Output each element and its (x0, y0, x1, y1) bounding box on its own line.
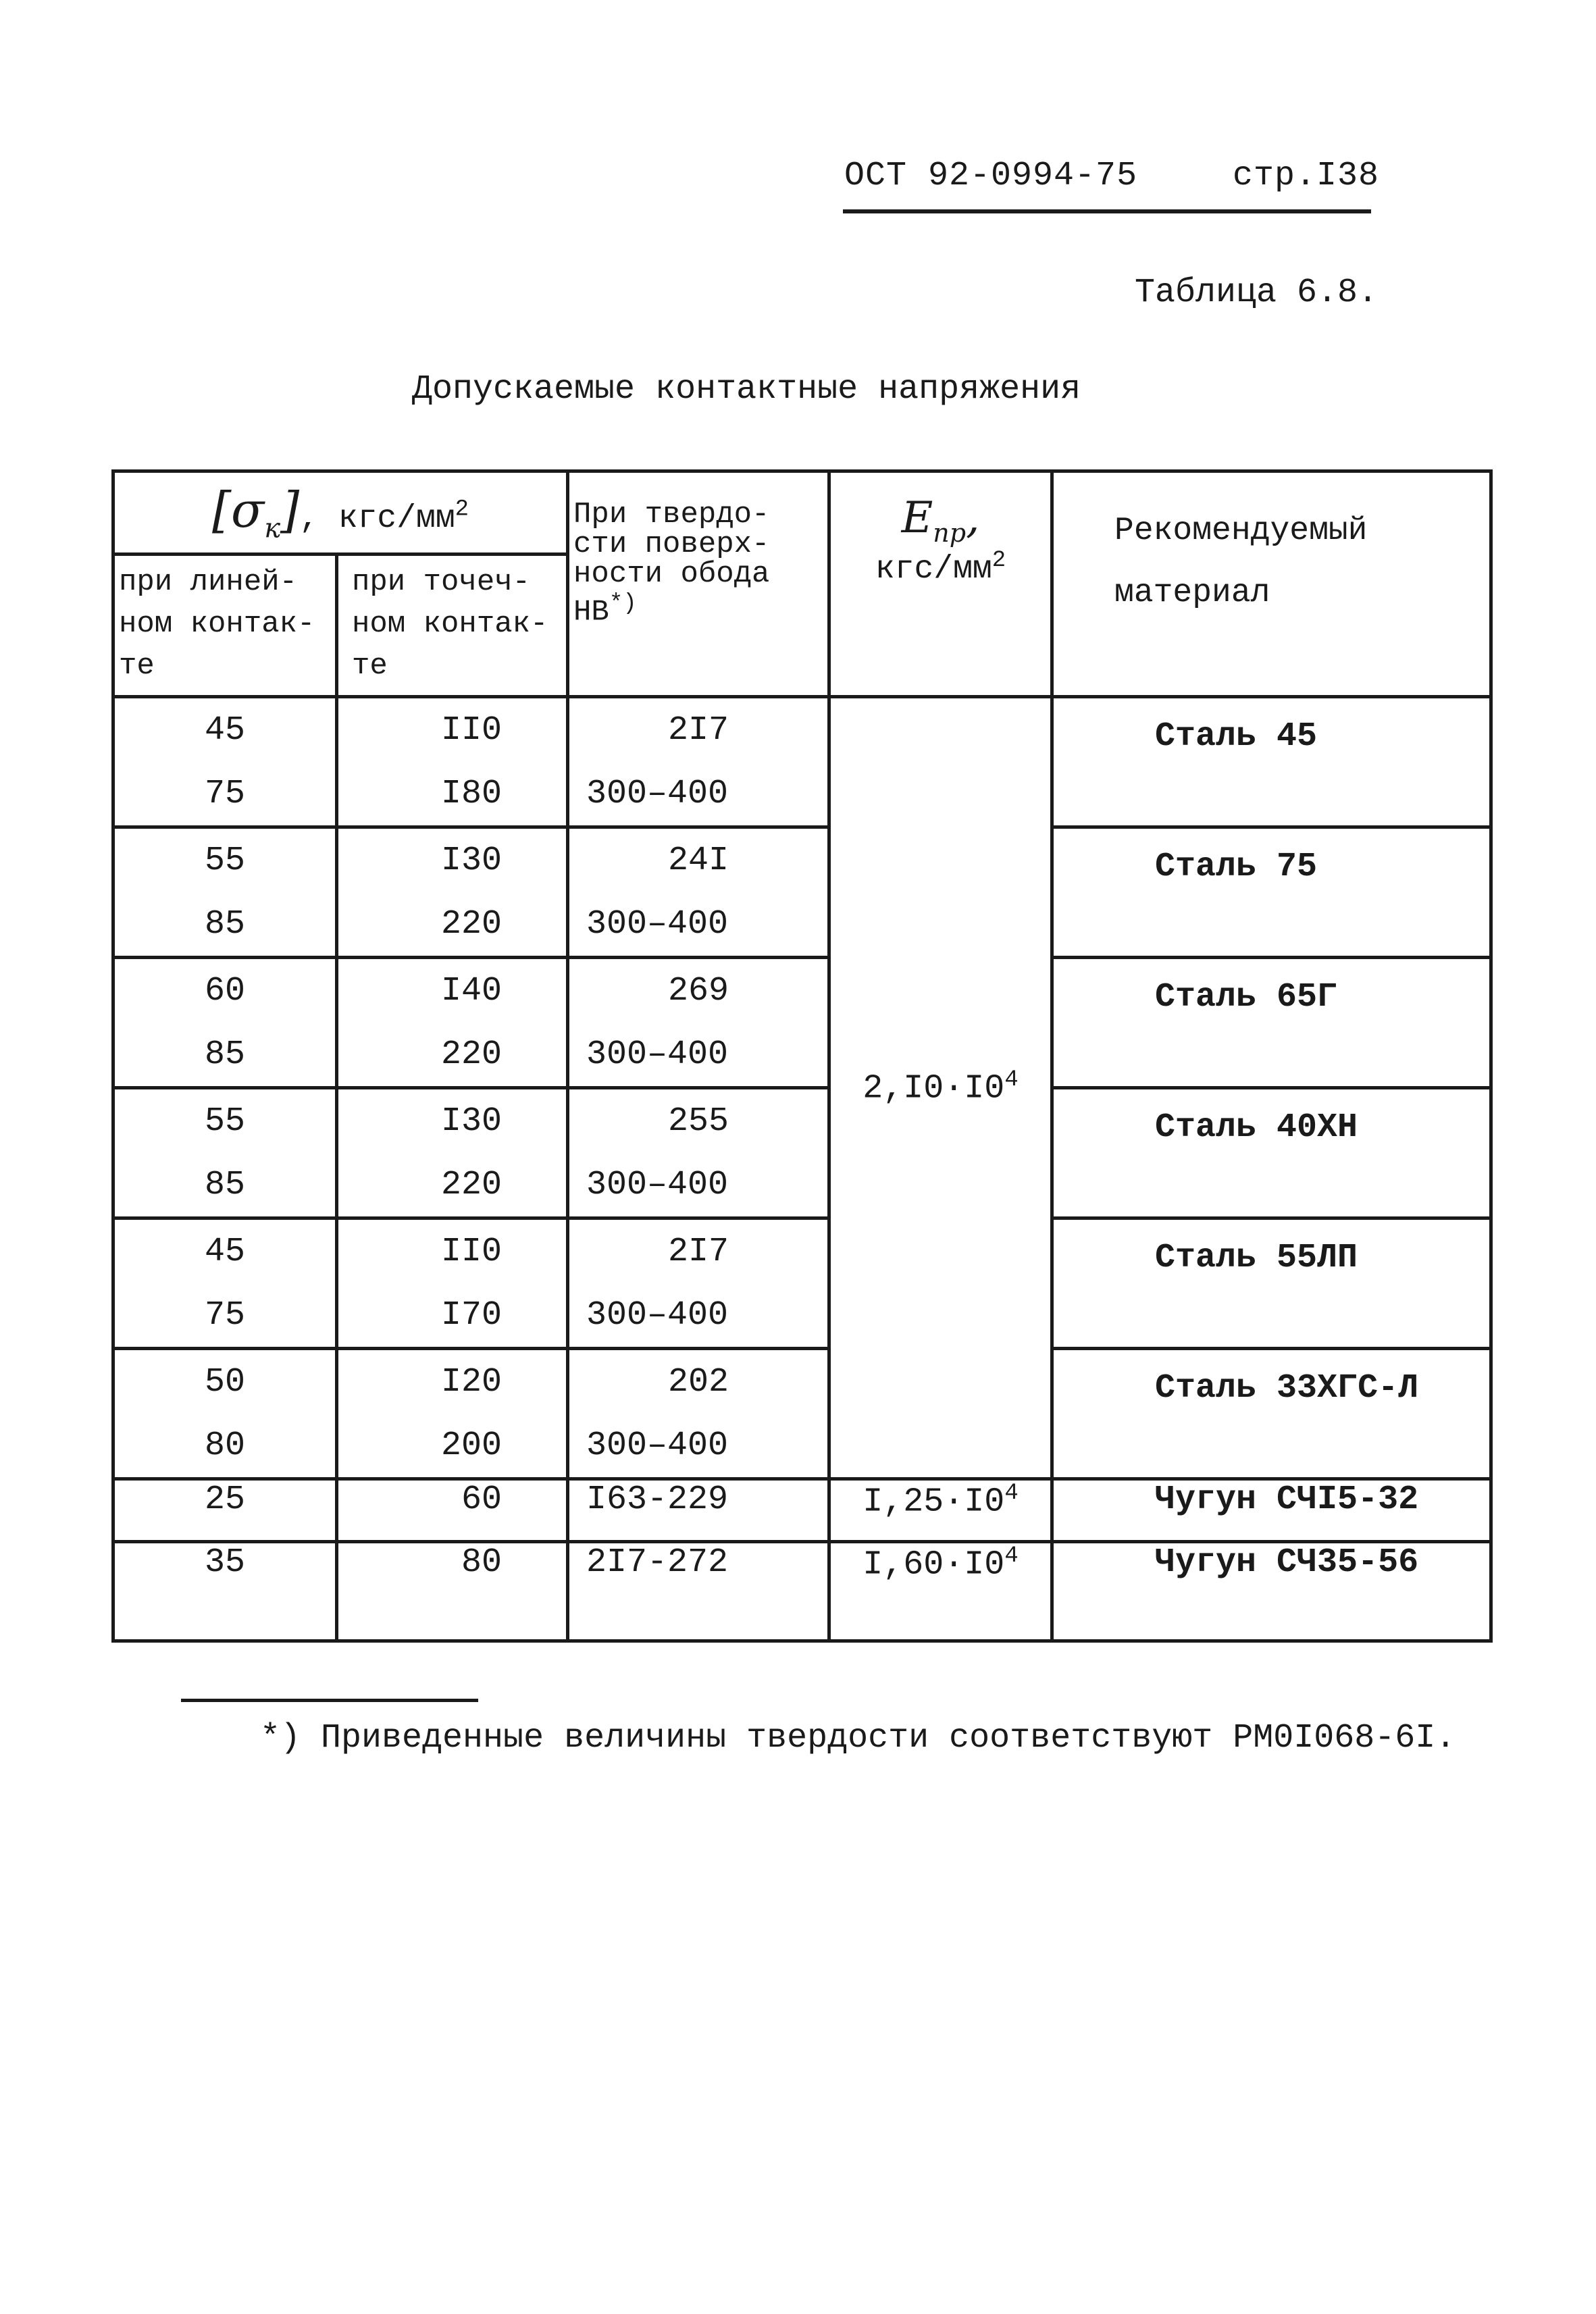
material-name: Сталь 55ЛП (1155, 1239, 1358, 1277)
material-name: Чугун СЧI5-32 (1155, 1481, 1419, 1519)
linear-value: 45 (204, 711, 245, 750)
linear-value: 25 (204, 1481, 245, 1519)
linear-value: 50 (204, 1362, 245, 1402)
hardness-value: 300–400 (586, 1035, 729, 1074)
steel-modulus-exp: 4 (1004, 1067, 1019, 1094)
contact-stress-table (111, 469, 1493, 1643)
point-value: I70 (441, 1295, 503, 1335)
material-name: Сталь 40ХН (1155, 1108, 1358, 1147)
material-name: Сталь 75 (1155, 848, 1318, 886)
hardness-header-text: При твердо- сти поверх- ности обода НВ (573, 498, 770, 629)
table-row (113, 1479, 1491, 1542)
table-row (113, 1218, 1491, 1349)
point-value: 80 (461, 1543, 503, 1582)
point-value: 220 (441, 1035, 503, 1074)
point-contact-header: при точеч- ном контак- те (337, 555, 568, 697)
linear-value: 80 (204, 1426, 245, 1465)
point-value: I20 (441, 1362, 503, 1402)
hardness-value: 300–400 (586, 1165, 729, 1204)
modulus-header (829, 471, 1052, 697)
hardness-header (568, 471, 829, 697)
linear-value: 85 (204, 904, 245, 944)
hardness-value: 2I7 (668, 1232, 729, 1271)
modulus-unit-exp: 2 (992, 547, 1006, 573)
sigma-k-symbol: $[\sigma_к]$ (211, 481, 300, 544)
table-row (113, 827, 1491, 958)
table-row (113, 1542, 1491, 1641)
material-name: Сталь 45 (1155, 717, 1318, 756)
linear-value: 55 (204, 841, 245, 880)
hardness-value: 202 (668, 1362, 729, 1402)
hardness-value: 300–400 (586, 904, 729, 944)
header-underline (843, 209, 1371, 213)
modulus-symbol: $E_{пр}$, (901, 493, 980, 548)
hardness-value: I63-229 (586, 1481, 729, 1519)
material-name: Чугун СЧ35-56 (1155, 1543, 1419, 1582)
linear-value: 85 (204, 1165, 245, 1204)
steel-modulus: 2,I0·I0 (863, 1069, 1005, 1108)
point-value: 60 (461, 1481, 503, 1519)
table-row (113, 1088, 1491, 1218)
modulus-unit: кгс/мм (875, 550, 992, 588)
linear-value: 75 (204, 1295, 245, 1335)
hardness-footnote-mark: *) (609, 591, 637, 617)
material-header (1052, 471, 1491, 697)
sigma-unit: , кгс/мм (299, 500, 455, 537)
point-value: II0 (441, 711, 503, 750)
hardness-value: 300–400 (586, 1426, 729, 1465)
linear-contact-header: при линей- ном контак- те (113, 555, 337, 697)
material-name: Сталь 65Г (1155, 978, 1338, 1017)
sigma-unit-exp: 2 (455, 496, 469, 523)
hardness-value: 300–400 (586, 1295, 729, 1335)
table-row (113, 1349, 1491, 1479)
table-label: Таблица 6.8. (1135, 274, 1379, 312)
point-value: 220 (441, 1165, 503, 1204)
linear-value: 45 (204, 1232, 245, 1271)
point-value: I30 (441, 841, 503, 880)
linear-value: 75 (204, 774, 245, 813)
linear-value: 35 (204, 1543, 245, 1582)
hardness-value: 269 (668, 971, 729, 1010)
table-row (113, 958, 1491, 1088)
table-row (113, 697, 1491, 827)
modulus-value: I,60·I0 (863, 1545, 1005, 1585)
point-value: II0 (441, 1232, 503, 1271)
page-number: стр.I38 (1233, 157, 1380, 195)
modulus-value-exp: 4 (1004, 1481, 1019, 1506)
sigma-header (113, 471, 568, 555)
hardness-value: 2I7-272 (586, 1543, 729, 1582)
document-code: ОСТ 92-0994-75 (844, 157, 1138, 195)
material-name: Сталь 33ХГС-Л (1155, 1369, 1419, 1408)
point-value: 200 (441, 1426, 503, 1465)
hardness-value: 2I7 (668, 711, 729, 750)
material-header-text: Рекомендуемый материал (1114, 513, 1368, 611)
hardness-value: 24I (668, 841, 729, 880)
point-value: I80 (441, 774, 503, 813)
footnote-rule (181, 1699, 478, 1702)
footnote: *) Приведенные величины твердости соответствуют РМ0I068-6I. (260, 1719, 1456, 1757)
modulus-value-exp: 4 (1004, 1543, 1019, 1569)
modulus-value: I,25·I0 (863, 1483, 1005, 1522)
point-value: I40 (441, 971, 503, 1010)
linear-value: 60 (204, 971, 245, 1010)
hardness-value: 300–400 (586, 774, 729, 813)
hardness-value: 255 (668, 1102, 729, 1141)
linear-value: 55 (204, 1102, 245, 1141)
linear-value: 85 (204, 1035, 245, 1074)
steel-modulus-cell (829, 697, 1052, 1479)
point-value: I30 (441, 1102, 503, 1141)
table-title: Допускаемые контактные напряжения (412, 370, 1081, 409)
point-value: 220 (441, 904, 503, 944)
